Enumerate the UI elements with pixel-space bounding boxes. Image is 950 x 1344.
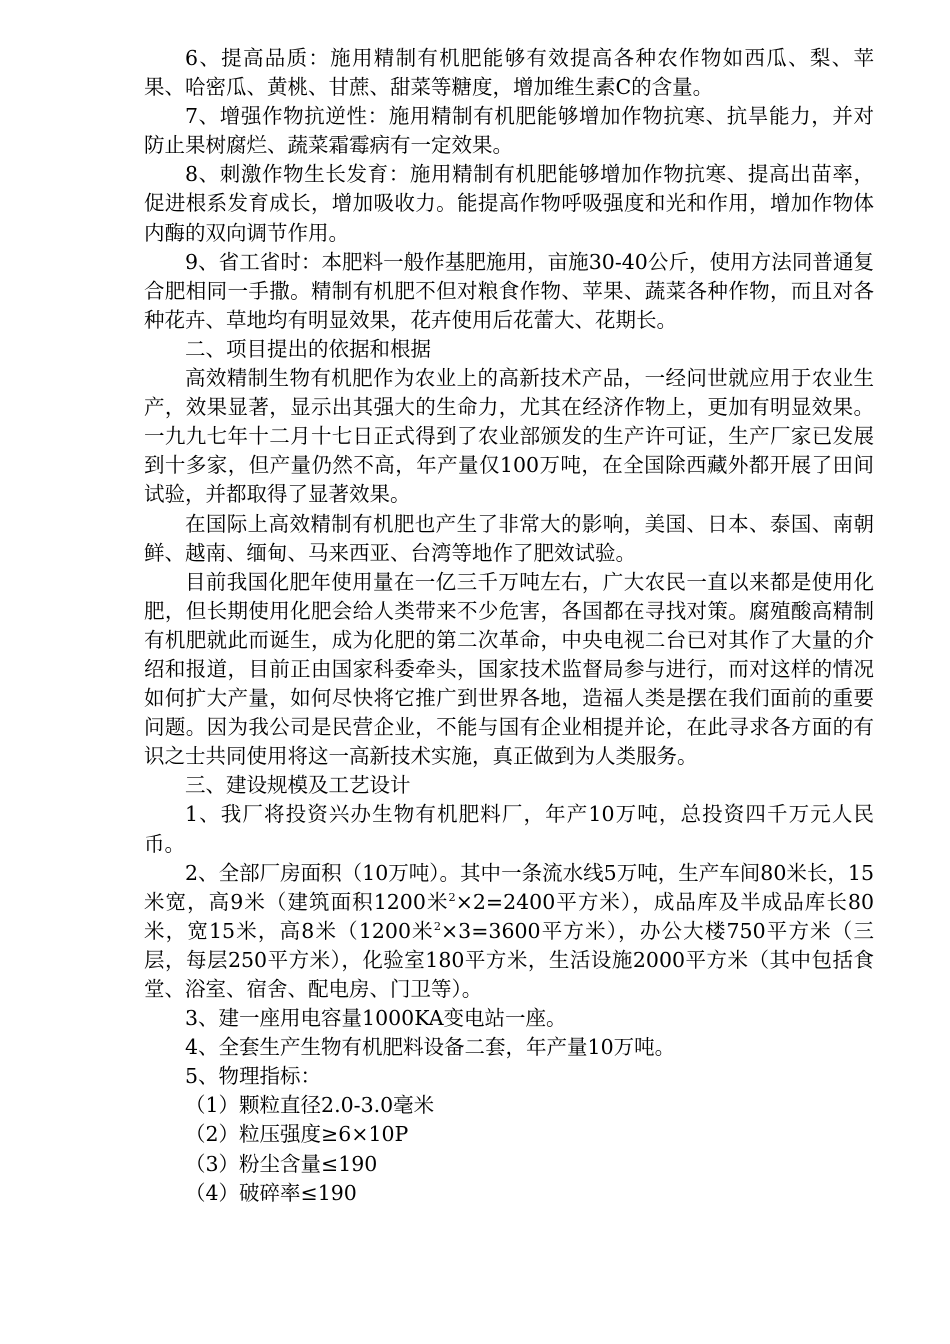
paragraph-scale-4: 4、全套生产生物有机肥料设备二套，年产量10万吨。 (185, 1035, 676, 1060)
paragraph-scale-1: 1、我厂将投资兴办生物有机肥料厂，年产10万吨，总投资四千万元人民币。 (144, 802, 874, 856)
paragraph-scale-3: 3、建一座用电容量1000KA变电站一座。 (185, 1006, 567, 1031)
indicator-item-2: （2）粒压强度≥6×10P (185, 1122, 409, 1147)
paragraph-basis-2: 在国际上高效精制有机肥也产生了非常大的影响，美国、日本、泰国、南朝鲜、越南、缅甸、马来西亚、台湾等地作了肥效试验。 (144, 511, 874, 565)
paragraph-basis-3: 目前我国化肥年使用量在一亿三千万吨左右，广大农民一直以来都是使用化肥，但长期使用化肥会给人类带来不少危害，各国都在寻找对策。腐殖酸高精制有机肥就此而诞生，成为化肥的第二次革命，中央电视二台已对其作了大量的介绍和报道，目前正由国家科委牵头，国家技术监督局参与进行，而对这样的情况如何扩大产量，如何尽快将它推广到世界各地，造福人类是摆在我们面前的重要问题。因为我公司是民营企业，不能与国有企业相提并论，在此寻求各方面的有识之士共同使用将这一高新技术实施，真正做到为人类服务。 (144, 569, 874, 769)
paragraph-scale-2 (144, 859, 874, 1004)
scale-2-part3: ×3=3600平方米），办公大楼750平方米（三层，每层250平方米），化验室180平方米，生活设施2000平方米（其中包括食堂、浴室、宿舍、配电房、门卫等）。 (144, 918, 874, 1001)
paragraph-labor-saving: 9、省工省时：本肥料一般作基肥施用，亩施30-40公斤，使用方法同普通复合肥相同一手撒。精制有机肥不但对粮食作物、苹果、蔬菜各种作物，而且对各种花卉、草地均有明显效果，花卉使用后花蕾大、花期长。 (144, 249, 874, 332)
paragraph-scale-5: 5、物理指标： (185, 1064, 322, 1089)
superscript-2b: 2 (433, 919, 441, 933)
scale-2-part1: 2、全部厂房面积（10万吨）。其中一条流水线5万吨，生产车间80米长，15米宽，高9米（建筑面积1200米 (144, 860, 874, 914)
indicator-item-1: （1）颗粒直径2.0-3.0毫米 (185, 1093, 435, 1118)
scale-2-part2: ×2=2400平方米），成品库及半成品库长80米，宽15米，高8米（1200米 (144, 889, 875, 943)
paragraph-growth: 8、刺激作物生长发育：施用精制有机肥能够增加作物抗寒、提高出苗率，促进根系发育成长，增加吸收力。能提高作物呼吸强度和光和作用，增加作物体内酶的双向调节作用。 (144, 162, 874, 245)
section-heading-basis: 二、项目提出的依据和根据 (185, 336, 431, 361)
section-heading-scale: 三、建设规模及工艺设计 (185, 773, 411, 798)
paragraph-quality: 6、提高品质：施用精制有机肥能够有效提高各种农作物如西瓜、梨、苹果、哈密瓜、黄桃、甘蔗、甜菜等糖度，增加维生素C的含量。 (144, 46, 874, 100)
indicator-item-3: （3）粉尘含量≤190 (185, 1151, 378, 1176)
paragraph-basis-1: 高效精制生物有机肥作为农业上的高新技术产品，一经问世就应用于农业生产，效果显著，显示出其强大的生命力，尤其在经济作物上，更加有明显效果。一九九七年十二月十七日正式得到了农业部颁发的生产许可证，生产厂家已发展到十多家，但产量仍然不高，年产量仅100万吨，在全国除西藏外都开展了田间试验，并都取得了显著效果。 (144, 366, 874, 507)
document-page (144, 44, 874, 1208)
paragraph-stress-resistance: 7、增强作物抗逆性：施用精制有机肥能够增加作物抗寒、抗旱能力，并对防止果树腐烂、蔬菜霜霉病有一定效果。 (144, 104, 874, 158)
indicator-item-4: （4）破碎率≤190 (185, 1180, 357, 1205)
superscript-2a: 2 (448, 890, 456, 904)
